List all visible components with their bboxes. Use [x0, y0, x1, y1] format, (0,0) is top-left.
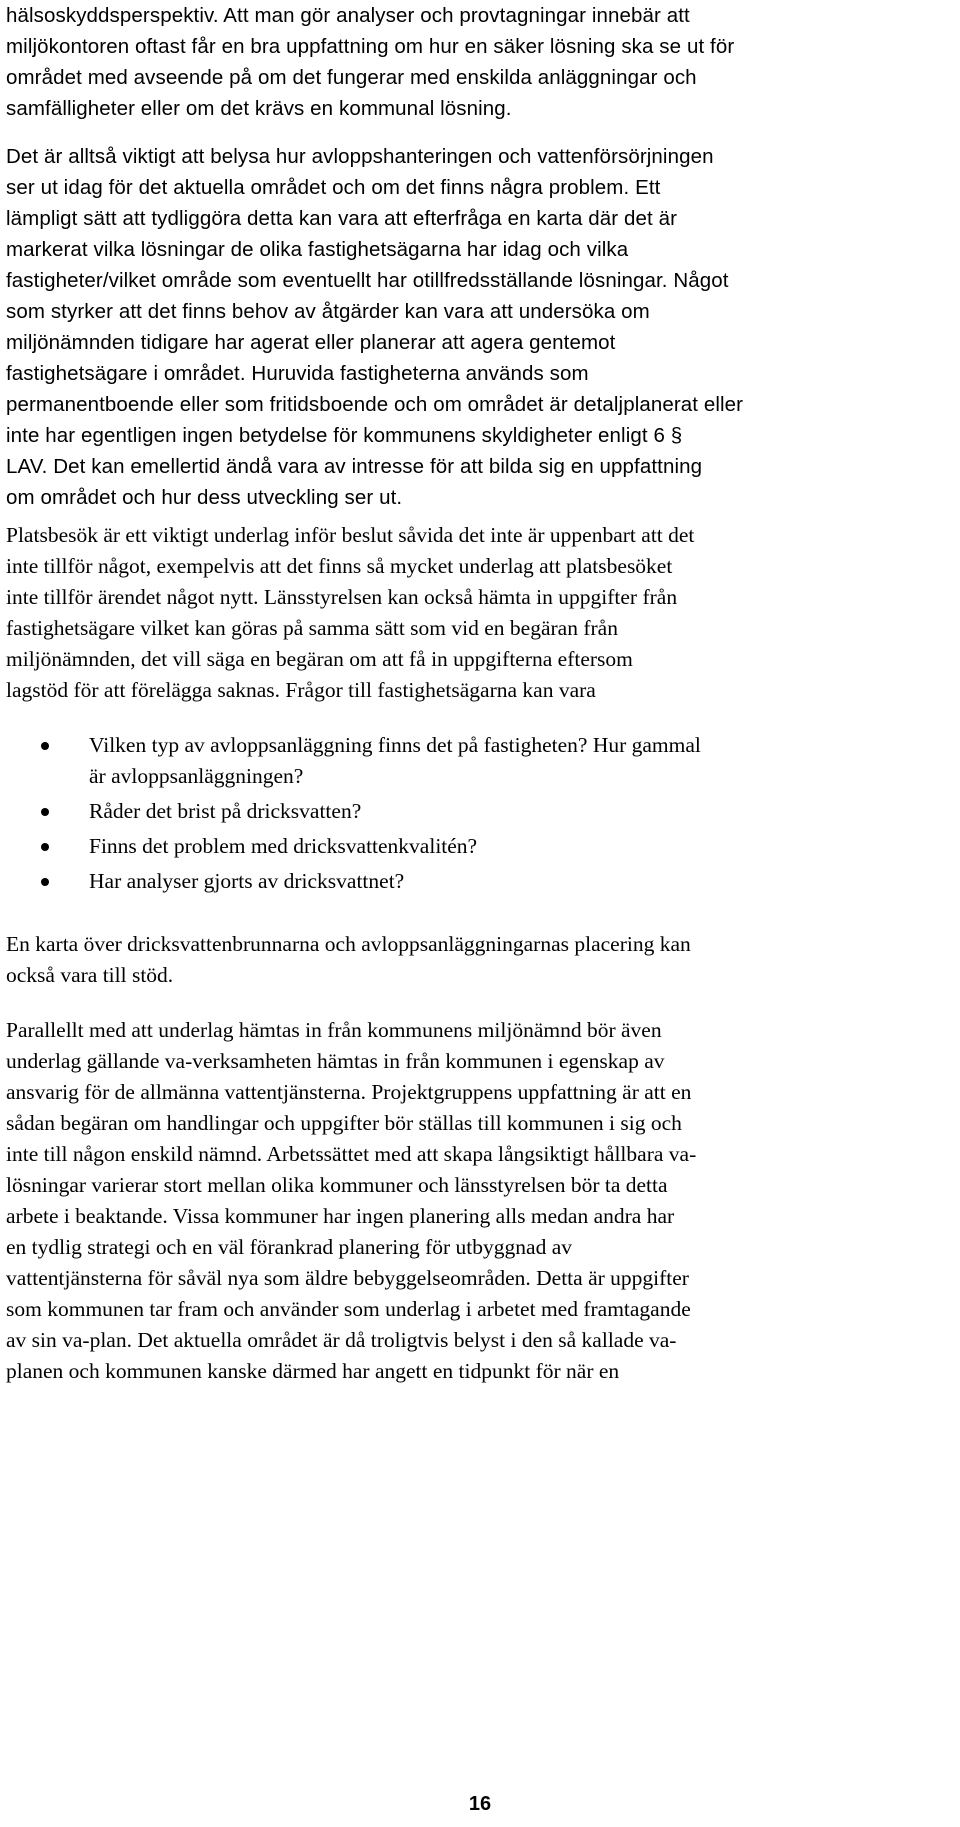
text-line: av sin va-plan. Det aktuella området är då troligtvis belyst i den så kallade va-: [6, 1328, 677, 1352]
text-line: arbete i beaktande. Vissa kommuner har ingen planering alls medan andra har: [6, 1204, 675, 1228]
text-line: Platsbesök är ett viktigt underlag inför beslut såvida det inte är uppenbart att det: [6, 523, 695, 547]
text-line: Har analyser gjorts av dricksvattnet?: [89, 869, 405, 893]
text-line: miljökontoren oftast får en bra uppfattning om hur en säker lösning ska se ut för: [6, 35, 735, 58]
text-line: LAV. Det kan emellertid ändå vara av intresse för att bilda sig en uppfattning: [6, 455, 703, 478]
page-number: 16: [468, 1793, 492, 1815]
text-line: Råder det brist på dricksvatten?: [89, 799, 362, 823]
paragraph-2: [6, 141, 951, 513]
text-line: som styrker att det finns behov av åtgärder kan vara att undersöka om: [6, 300, 650, 323]
text-line: fastigheter/vilket område som eventuellt har otillfredsställande lösningar. Något: [6, 269, 729, 292]
text-line: om området och hur dess utveckling ser ut.: [6, 486, 403, 509]
text-line: inte har egentligen ingen betydelse för kommunens skyldigheter enligt 6 §: [6, 424, 683, 447]
question-list: [0, 730, 960, 897]
text-line: lagstöd för att förelägga saknas. Frågor till fastighetsägarna kan vara: [6, 678, 596, 702]
list-item: [0, 831, 960, 862]
text-line: permanentboende eller som fritidsboende och om området är detaljplanerat eller: [6, 393, 744, 416]
bullet-icon: [41, 843, 49, 851]
paragraph-1: [6, 0, 951, 124]
text-line: inte tillför ärendet något nytt. Länsstyrelsen kan också hämta in uppgifter från: [6, 585, 678, 609]
text-line: Finns det problem med dricksvattenkvalitén?: [89, 834, 478, 858]
paragraph-5: [6, 1015, 951, 1387]
text-line: är avloppsanläggningen?: [89, 764, 304, 788]
text-line: Det är alltså viktigt att belysa hur avloppshanteringen och vattenförsörjningen: [6, 145, 714, 168]
text-line: också vara till stöd.: [6, 963, 174, 987]
bullet-icon: [41, 878, 49, 886]
list-item: [0, 796, 960, 827]
text-line: ser ut idag för det aktuella området och om det finns några problem. Ett: [6, 176, 661, 199]
list-item: [0, 730, 960, 792]
text-line: fastighetsägare vilket kan göras på samma sätt som vid en begäran från: [6, 616, 618, 640]
text-line: Parallellt med att underlag hämtas in från kommunens miljönämnd bör även: [6, 1018, 662, 1042]
text-line: En karta över dricksvattenbrunnarna och avloppsanläggningarnas placering kan: [6, 932, 691, 956]
bullet-icon: [41, 742, 49, 750]
text-line: lämpligt sätt att tydliggöra detta kan vara att efterfråga en karta där det är: [6, 207, 677, 230]
text-line: lösningar varierar stort mellan olika kommuner och länsstyrelsen bör ta detta: [6, 1173, 668, 1197]
text-line: miljönämnden tidigare har agerat eller planerar att agera gentemot: [6, 331, 616, 354]
text-line: planen och kommunen kanske därmed har angett en tidpunkt för när en: [6, 1359, 620, 1383]
list-item: [0, 866, 960, 897]
text-line: ansvarig för de allmänna vattentjänsterna. Projektgruppens uppfattning är att en: [6, 1080, 692, 1104]
text-line: området med avseende på om det fungerar med enskilda anläggningar och: [6, 66, 697, 89]
paragraph-3: [6, 520, 951, 706]
paragraph-4: [6, 929, 951, 991]
text-line: fastighetsägare i området. Huruvida fastigheterna används som: [6, 362, 589, 385]
text-line: inte till någon enskild nämnd. Arbetssättet med att skapa långsiktigt hållbara va-: [6, 1142, 697, 1166]
text-line: en tydlig strategi och en väl förankrad planering för utbyggnad av: [6, 1235, 572, 1259]
text-line: vattentjänsterna för såväl nya som äldre bebyggelseområden. Detta är uppgifter: [6, 1266, 689, 1290]
text-line: underlag gällande va-verksamheten hämtas in från kommunen i egenskap av: [6, 1049, 665, 1073]
text-line: markerat vilka lösningar de olika fastighetsägarna har idag och vilka: [6, 238, 629, 261]
text-line: sådan begäran om handlingar och uppgifter bör ställas till kommunen i sig och: [6, 1111, 682, 1135]
text-line: miljönämnden, det vill säga en begäran om att få in uppgifterna eftersom: [6, 647, 633, 671]
text-line: Vilken typ av avloppsanläggning finns det på fastigheten? Hur gammal: [89, 733, 701, 757]
bullet-icon: [41, 808, 49, 816]
text-line: inte tillför något, exempelvis att det finns så mycket underlag att platsbesöket: [6, 554, 673, 578]
text-line: som kommunen tar fram och använder som underlag i arbetet med framtagande: [6, 1297, 691, 1321]
text-line: samfälligheter eller om det krävs en kommunal lösning.: [6, 97, 512, 120]
text-line: hälsoskyddsperspektiv. Att man gör analyser och provtagningar innebär att: [6, 4, 690, 27]
